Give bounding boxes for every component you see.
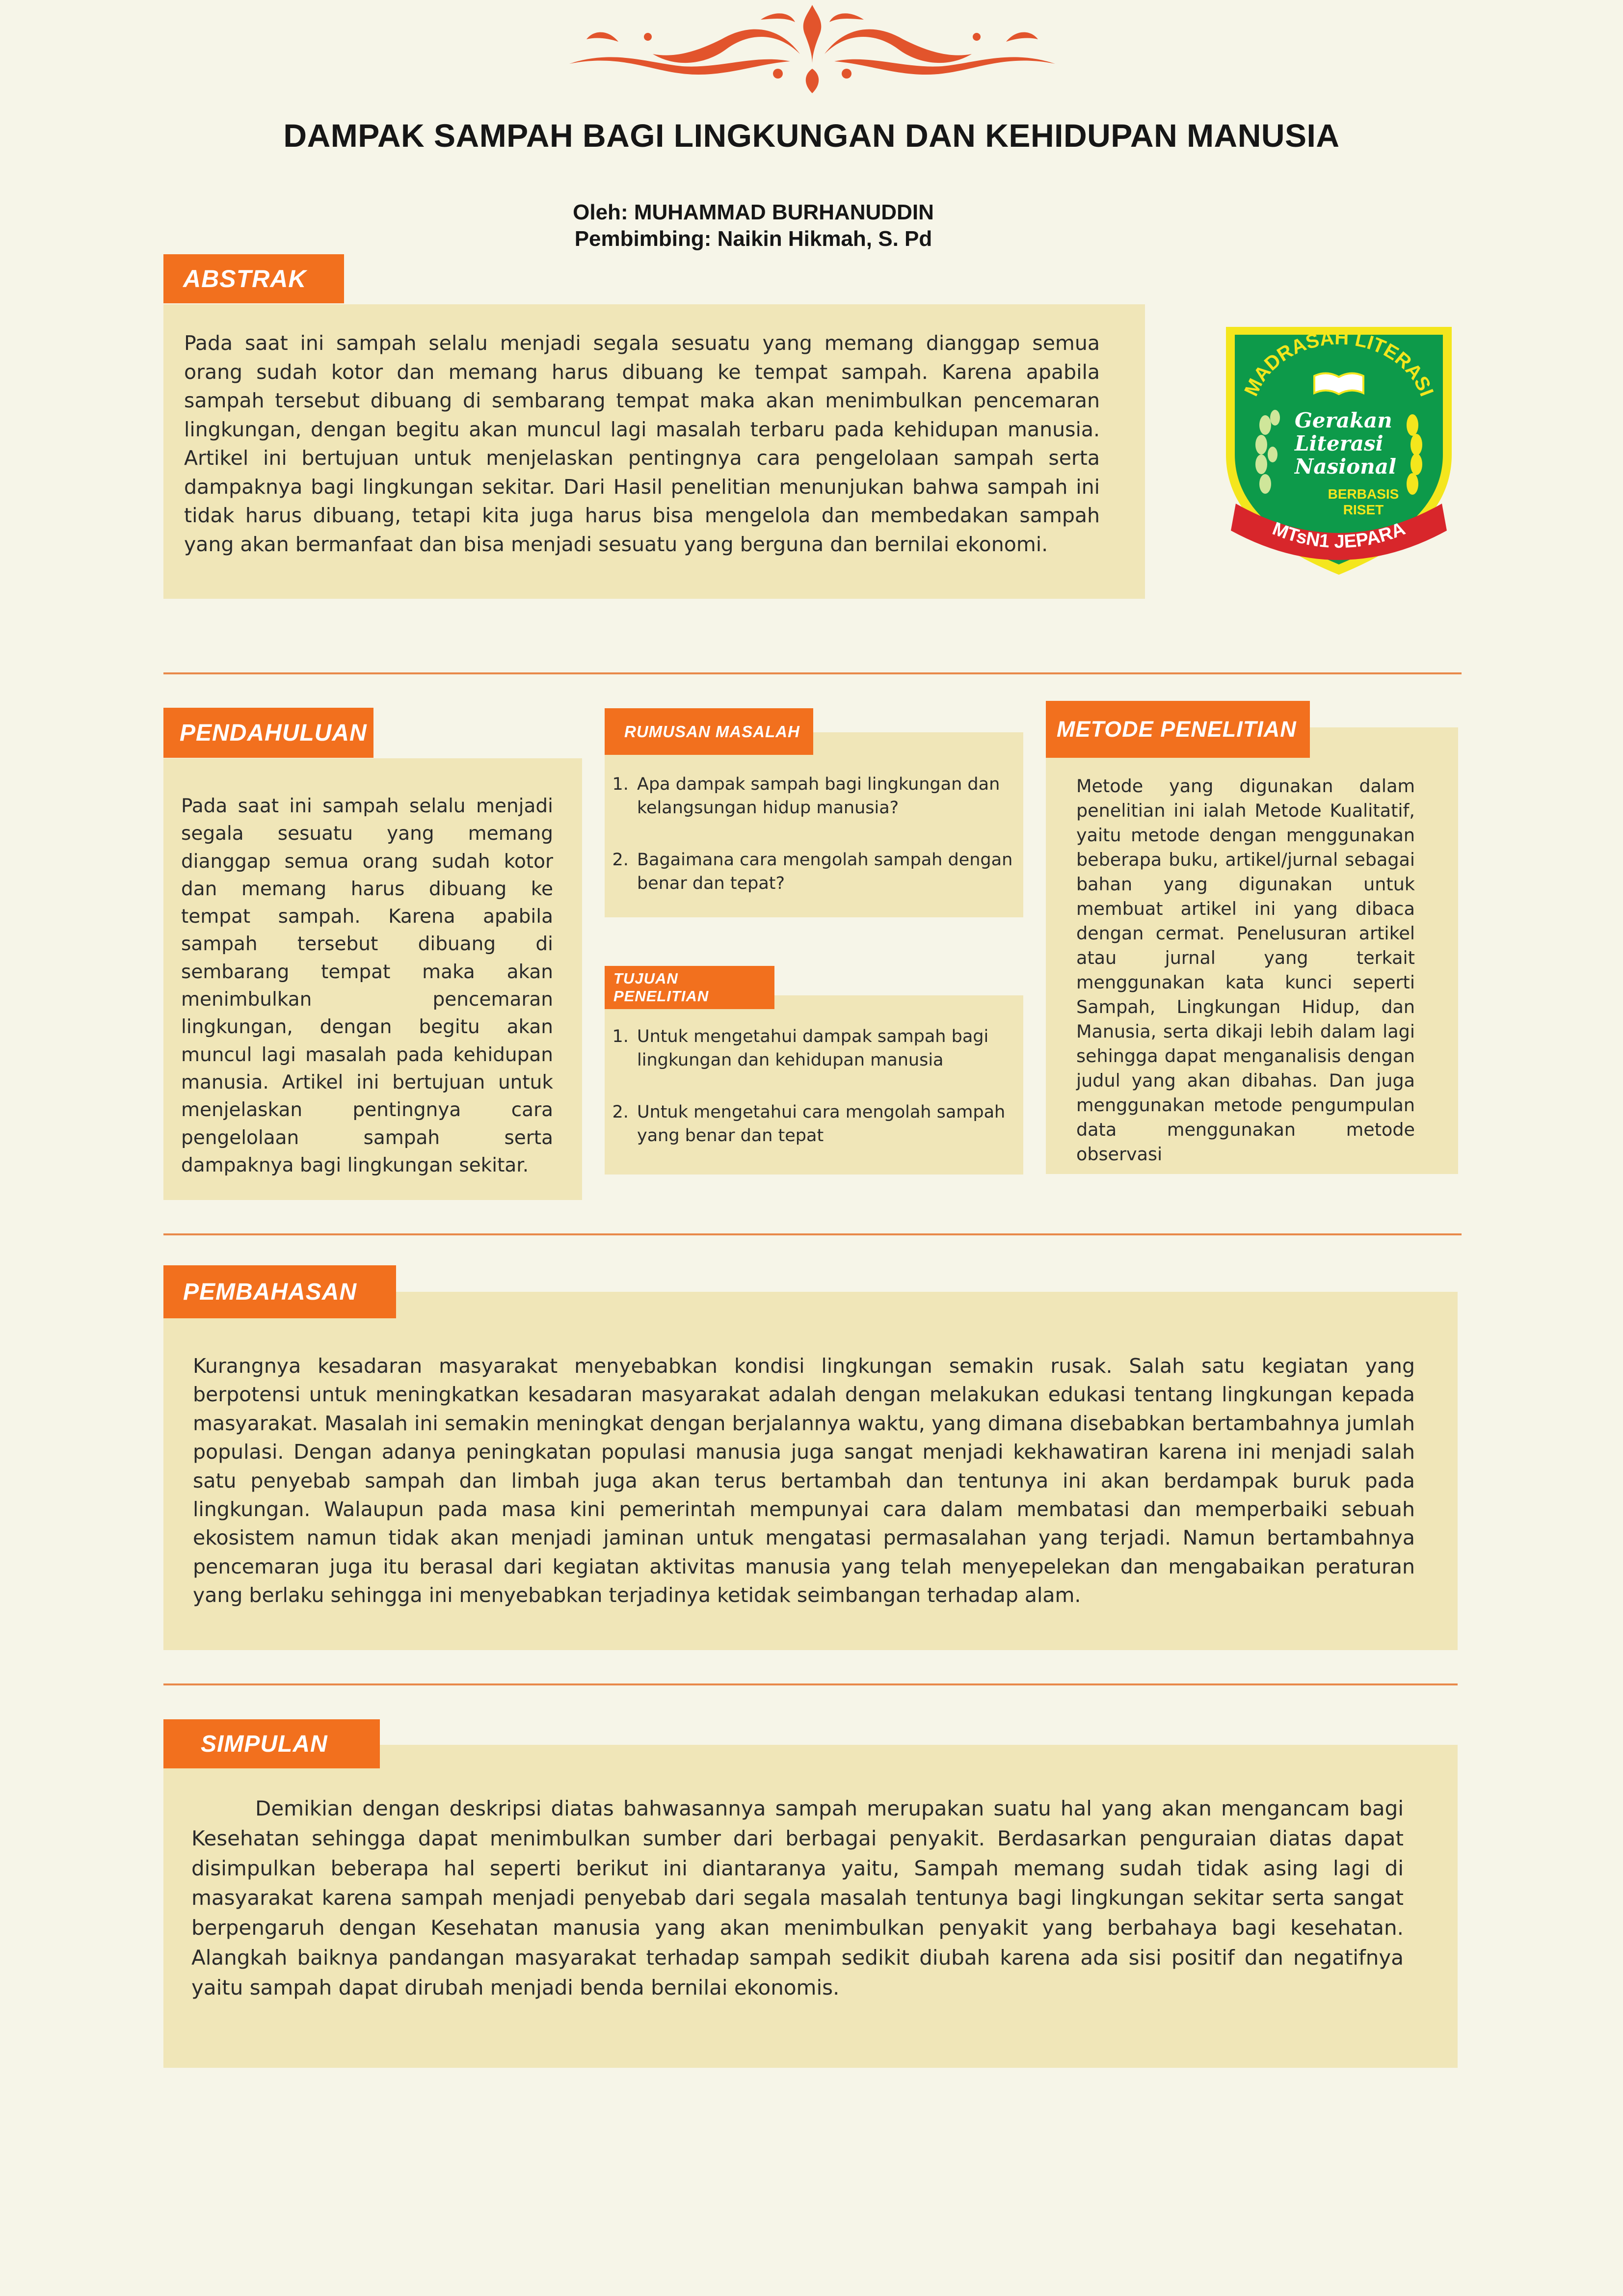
list-item: 1. Untuk mengetahui dampak sampah bagi lingkungan dan kehidupan manusia <box>634 1025 1046 1072</box>
section-divider <box>163 1233 1462 1235</box>
list-item: 2. Untuk mengetahui cara mengolah sampah yang benar dan tepat <box>634 1100 1046 1148</box>
list-item: 2. Bagaimana cara mengolah sampah dengan benar dan tepat? <box>634 848 1046 895</box>
poster-title: DAMPAK SAMPAH BAGI LINGKUNGAN DAN KEHIDUPAN MANUSIA <box>283 117 1340 154</box>
pembahasan-body: Kurangnya kesadaran masyarakat menyebabkan kondisi lingkungan semakin rusak. Salah satu kegiatan yang berpotensi untuk meningkatkan kesadaran masyarakat adalah dengan melakukan edukasi tentang lingkungan kepada masyarakat. Masalah ini semakin meningkat dengan berjalannya waktu, yang dimana disebabkan bertambahnya jumlah populasi. Dengan adanya peningkatan populasi manusia juga sangat menjadi kekhawatiran karena ini menjadi salah satu penyebab sampah dan limbah juga akan terus bertambah dan tentunya ini akan berdampak buruk pada lingkungan. Walaupun pada masa kini pemerintah mempunyai cara dalam membatasi dan memperbaiki sebuah ekosistem namun tidak akan menjadi jaminan untuk mengatasi permasalahan yang terjadi. Namun bertambahnya pencemaran juga itu berasal dari kegiatan aktivitas manusia yang telah menyepelekan dan mengabaikan peraturan yang berlaku sehingga ini menyebabkan terjadinya ketidak seimbangan terhadap alam. <box>193 1354 1415 1607</box>
rumusan-heading: RUMUSAN MASALAH <box>605 708 813 755</box>
simpulan-body: Demikian dengan deskripsi diatas bahwasannya sampah merupakan suatu hal yang akan mengancam bagi Kesehatan sehingga dapat menimbulkan sumber dari berbagai penyakit. Berdasarkan penguraian diatas dapat disimpulkan beberapa hal seperti berikut ini diantaranya yaitu, Sampah memang sudah tidak asing lagi di masyarakat karena sampah menjadi penyebab dari segala masalah tentunya bagi lingkungan sekitar serta sangat berpengaruh dengan Kesehatan manusia yang akan menimbulkan penyakit yang berbahaya bagi kesehatan. Alangkah baiknya pandangan masyarakat terhadap sampah sedikit diubah karena ada sisi positif dan negatifnya yaitu sampah dapat dirubah menjadi benda bernilai ekonomis. <box>191 1796 1404 2000</box>
logo-line-2: Literasi <box>1295 431 1384 455</box>
pendahuluan-panel <box>163 758 582 1200</box>
list-item: 1. Apa dampak sampah bagi lingkungan dan kelangsungan hidup manusia? <box>634 773 1046 820</box>
logo-sub-2: RISET <box>1343 502 1384 517</box>
pembahasan-panel <box>163 1292 1458 1650</box>
rumusan-panel <box>605 732 1023 917</box>
author-line: Oleh: MUHAMMAD BURHANUDDIN <box>573 200 934 224</box>
rumusan-list <box>605 773 1046 895</box>
advisor-line: Pembimbing: Naikin Hikmah, S. Pd <box>574 227 932 251</box>
abstrak-heading: ABSTRAK <box>163 254 344 303</box>
section-divider <box>163 1683 1458 1685</box>
metode-heading: METODE PENELITIAN <box>1046 701 1310 758</box>
section-divider <box>163 672 1462 674</box>
abstrak-body: Pada saat ini sampah selalu menjadi segala sesuatu yang memang dianggap semua orang sudah kotor dan memang harus dibuang ke tempat sampah. Karena apabila sampah tersebut dibuang di sembarang tempat maka akan menimbulkan pencemaran lingkungan, dengan begitu akan muncul lagi masalah terbaru pada kehidupan manusia. Artikel ini bertujuan untuk menjelaskan pentingnya cara pengelolaan sampah serta dampaknya bagi lingkungan sekitar. Dari Hasil penelitian menunjukan bahwa sampah ini tidak harus dibuang, tetapi kita juga harus bisa mengelola dan membedakan sampah yang akan bermanfaat dan bisa menjadi sesuatu yang berguna dan bernilai ekonomi. <box>184 331 1100 556</box>
madrasah-literasi-logo <box>1216 307 1462 577</box>
tujuan-heading: TUJUAN PENELITIAN <box>605 966 774 1009</box>
simpulan-heading: SIMPULAN <box>163 1719 380 1768</box>
logo-line-1: Gerakan <box>1295 408 1392 432</box>
simpulan-panel <box>163 1745 1458 2068</box>
logo-top-text: MADRASAH LITERASI <box>1240 327 1438 400</box>
logo-banner-text: MTsN1 JEPARA <box>1269 518 1409 553</box>
metode-body: Metode yang digunakan dalam penelitian ini ialah Metode Kualitatif, yaitu metode dengan menggunakan beberapa buku, artikel/jurnal sebagai bahan yang digunakan untuk membuat artikel ini yang dibaca dengan cermat. Penelusuran artikel atau jurnal yang terkait menggunakan kata kunci seperti Sampah, Lingkungan Hidup, dan Manusia, serta dikaji lebih dalam lagi sehingga dapat menganalisis dengan judul yang akan dibahas. Dan juga menggunakan metode pengumpulan data menggunakan metode observasi <box>1076 775 1415 1165</box>
tujuan-panel <box>605 995 1023 1175</box>
metode-panel <box>1046 727 1458 1174</box>
logo-sub-1: BERBASIS <box>1328 486 1399 502</box>
logo-line-3: Nasional <box>1295 454 1396 479</box>
abstrak-panel <box>163 304 1145 599</box>
pendahuluan-heading: PENDAHULUAN <box>163 708 373 758</box>
pembahasan-heading: PEMBAHASAN <box>163 1265 396 1318</box>
floral-ornament <box>559 0 1065 98</box>
tujuan-list <box>605 1025 1046 1148</box>
pendahuluan-body: Pada saat ini sampah selalu menjadi segala sesuatu yang memang dianggap semua orang sudah kotor dan memang harus dibuang ke tempat sampah. Karena apabila sampah tersebut dibuang di sembarang tempat maka akan menimbulkan pencemaran lingkungan, dengan begitu akan muncul lagi masalah pada kehidupan manusia. Artikel ini bertujuan untuk menjelaskan pentingnya cara pengelolaan sampah serta dampaknya bagi lingkungan sekitar. <box>181 795 553 1176</box>
